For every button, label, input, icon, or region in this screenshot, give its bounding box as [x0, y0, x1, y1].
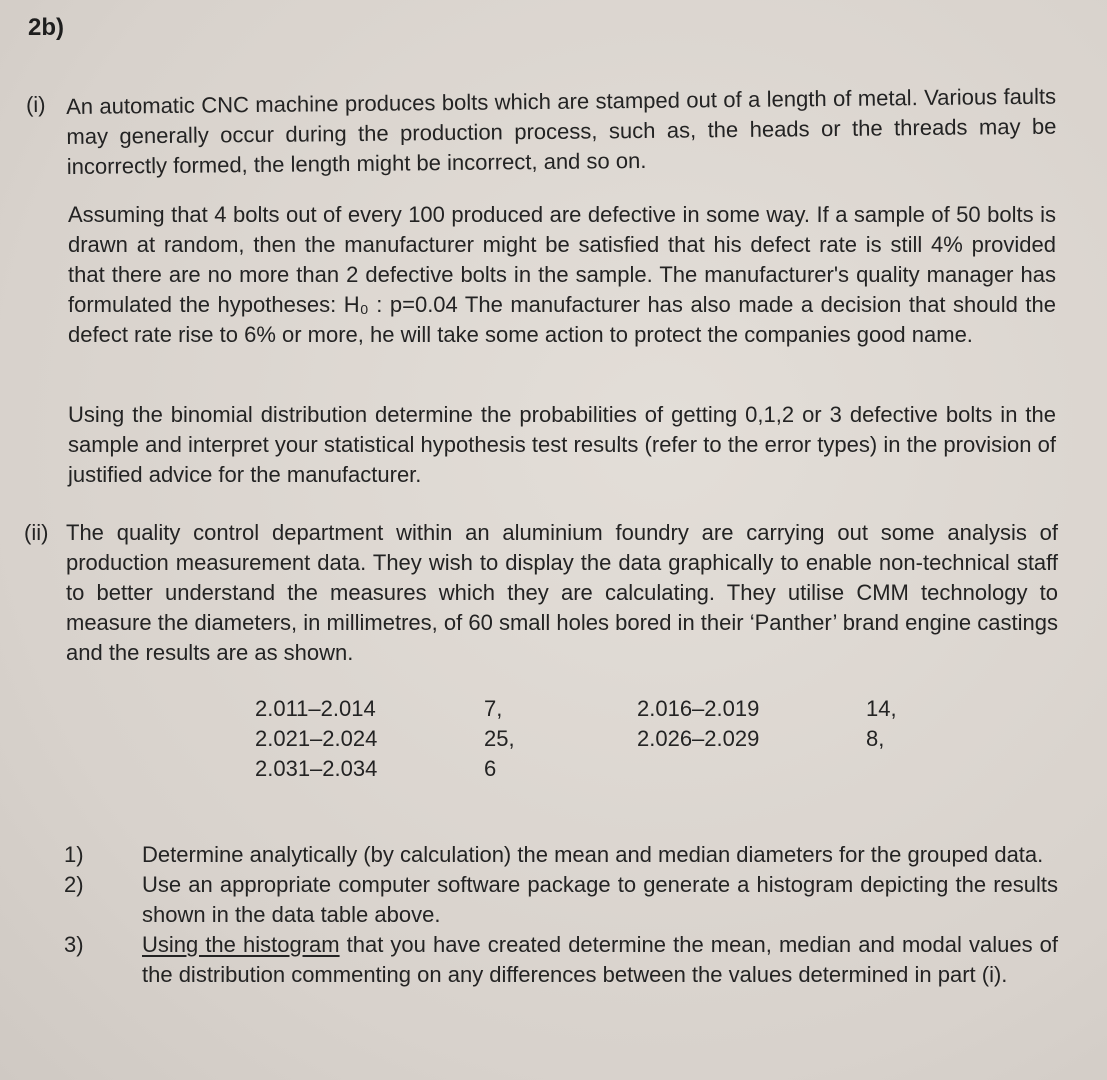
data-cell-frequency: 25,	[484, 726, 515, 751]
data-cell-range: 2.031–2.034	[255, 756, 378, 781]
part-i-task-paragraph: Using the binomial distribution determine the probabilities of getting 0,1,2 or 3 defective bolts in the sample and interpret your statistical hypothesis test results (refer to the error types) in the provision of justified advice for the manufacturer.	[68, 402, 1056, 487]
data-cell-frequency: 8,	[866, 726, 885, 751]
part-i-label: (i)	[25, 91, 46, 118]
data-cell-range: 2.011–2.014	[255, 696, 376, 721]
question-text: Use an appropriate computer software package to generate a histogram depicting the results shown in the data table above.	[142, 872, 1058, 927]
diameter-data-table	[255, 694, 915, 784]
data-row	[255, 754, 915, 784]
question-text: that you have created determine the mean, median and modal values of the distribution commenting on any differences between the values determined in part (i).	[142, 932, 1058, 987]
list-item	[56, 840, 1058, 870]
data-cell-frequency: 7,	[484, 696, 503, 721]
data-cell-frequency: 14,	[866, 696, 897, 721]
question-number: 1)	[64, 842, 84, 867]
question-text-container	[142, 930, 1058, 990]
data-row	[255, 694, 915, 724]
question-list	[56, 840, 1058, 990]
part-ii-paragraph: The quality control department within an aluminium foundry are carrying out some analysis of production measurement data. They wish to display the data graphically to enable non-technical staff to better understand the measures which they are calculating. They utilise CMM technology to measure the diameters, in millimetres, of 60 small holes bored in their ‘Panther’ brand engine castings and the results are as shown.	[66, 520, 1058, 665]
question-number: 2)	[64, 872, 84, 897]
underlined-phrase: Using the histogram	[142, 932, 340, 957]
section-heading: 2b)	[28, 14, 64, 41]
list-item	[56, 930, 1058, 990]
question-number: 3)	[64, 932, 84, 957]
data-cell-range: 2.026–2.029	[637, 726, 760, 751]
data-row	[255, 724, 915, 754]
part-i-assumption-paragraph: Assuming that 4 bolts out of every 100 produced are defective in some way. If a sample of 50 bolts is drawn at random, then the manufacturer might be satisfied that his defect rate is still 4% provided that there are no more than 2 defective bolts in the sample. The manufacturer's quality manager has formulated the hypotheses: H₀ : p=0.04 The manufacturer has also made a decision that should the defect rate rise to 6% or more, he will take some action to protect the companies good name.	[68, 202, 1056, 347]
part-ii-label: (ii)	[24, 520, 49, 545]
data-cell-range: 2.016–2.019	[637, 696, 760, 721]
data-cell-range: 2.021–2.024	[255, 726, 378, 751]
data-cell-frequency: 6	[484, 756, 497, 781]
part-i-intro-paragraph: An automatic CNC machine produces bolts which are stamped out of a length of metal. Various faults may generally occur during the production process, such as, the heads or the threads may be incorrectly formed, the length might be incorrect, and so on.	[66, 83, 1057, 179]
question-text: Determine analytically (by calculation) the mean and median diameters for the grouped data.	[142, 842, 1044, 867]
list-item	[56, 870, 1058, 930]
